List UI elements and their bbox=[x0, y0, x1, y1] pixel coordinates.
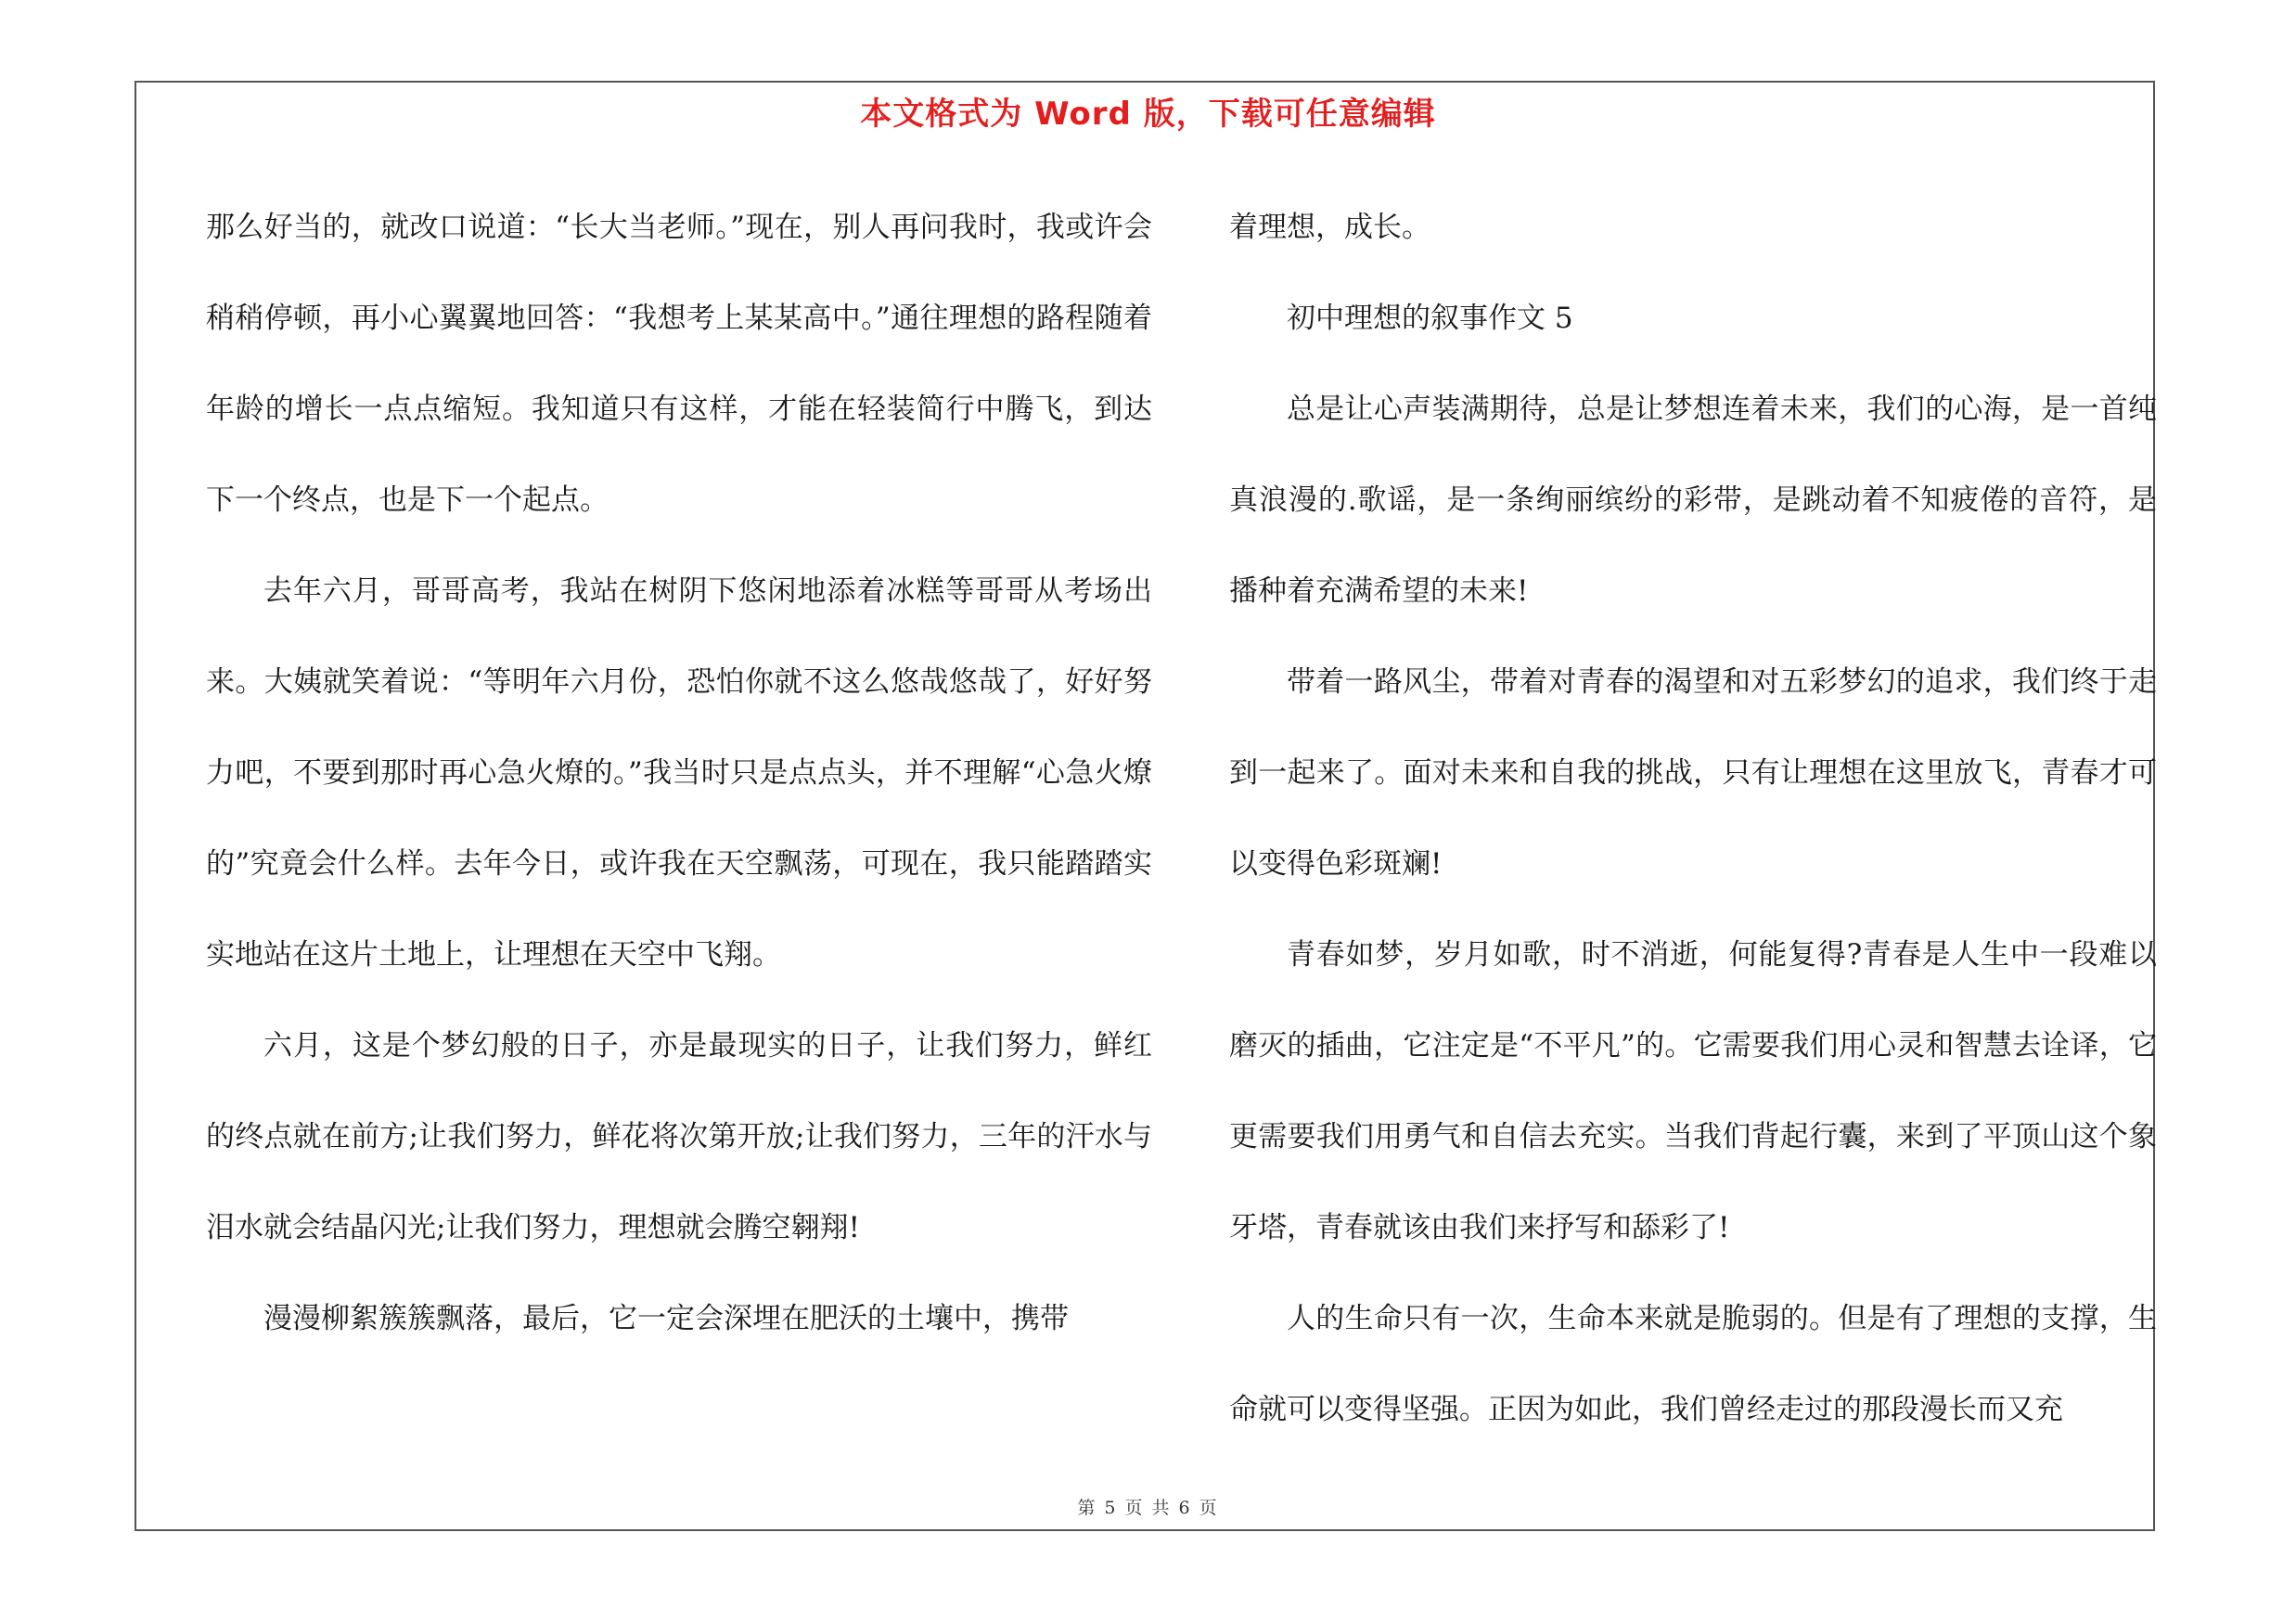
paragraph: 总是让心声装满期待，总是让梦想连着未来，我们的心海，是一首纯真浪漫的.歌谣，是一条绚丽缤纷的彩带，是跳动着不知疲倦的音符，是播种着充满希望的未来! bbox=[1229, 393, 2157, 608]
paragraph: 人的生命只有一次，生命本来就是脆弱的。但是有了理想的支撑，生命就可以变得坚强。正因为如此，我们曾经走过的那段漫长而又充 bbox=[1229, 1302, 2157, 1426]
left-column bbox=[206, 182, 1152, 1364]
page-number-footer: 第 5 页 共 6 页 bbox=[1077, 1498, 1219, 1518]
right-column bbox=[1229, 182, 2157, 1455]
paragraph: 带着一路风尘，带着对青春的渴望和对五彩梦幻的追求，我们终于走到一起来了。面对未来和自我的挑战，只有让理想在这里放飞，青春才可以变得色彩斑斓! bbox=[1229, 665, 2157, 881]
paragraph: 漫漫柳絮簇簇飘落，最后，它一定会深埋在肥沃的土壤中，携带 bbox=[263, 1302, 1069, 1335]
paragraph: 青春如梦，岁月如歌，时不消逝，何能复得?青春是人生中一段难以磨灭的插曲，它注定是“不平凡”的。它需要我们用心灵和智慧去诠译，它更需要我们用勇气和自信去充实。当我们背起行囊，来到了平顶山这个象牙塔，青春就该由我们来抒写和舔彩了! bbox=[1229, 938, 2157, 1244]
section-heading: 初中理想的叙事作文 5 bbox=[1287, 302, 1573, 335]
paragraph: 六月，这是个梦幻般的日子，亦是最现实的日子，让我们努力，鲜红的终点就在前方;让我们努力，鲜花将次第开放;让我们努力，三年的汗水与泪水就会结晶闪光;让我们努力，理想就会腾空翱翔! bbox=[206, 1029, 1152, 1244]
paragraph: 去年六月，哥哥高考，我站在树阴下悠闲地添着冰糕等哥哥从考场出来。大姨就笑着说：“等明年六月份，恐怕你就不这么悠哉悠哉了，好好努力吧，不要到那时再心急火燎的。”我当时只是点点头，并不理解“心急火燎的”究竟会什么样。去年今日，或许我在天空飘荡，可现在，我只能踏踏实实地站在这片土地上，让理想在天空中飞翔。 bbox=[206, 574, 1152, 972]
paragraph: 那么好当的，就改口说道：“长大当老师。”现在，别人再问我时，我或许会稍稍停顿，再小心翼翼地回答：“我想考上某某高中。”通往理想的路程随着年龄的增长一点点缩短。我知道只有这样，才能在轻装简行中腾飞，到达下一个终点，也是下一个起点。 bbox=[206, 211, 1152, 517]
paragraph: 着理想，成长。 bbox=[1229, 211, 1430, 244]
document-banner: 本文格式为 Word 版，下载可任意编辑 bbox=[860, 96, 1436, 133]
